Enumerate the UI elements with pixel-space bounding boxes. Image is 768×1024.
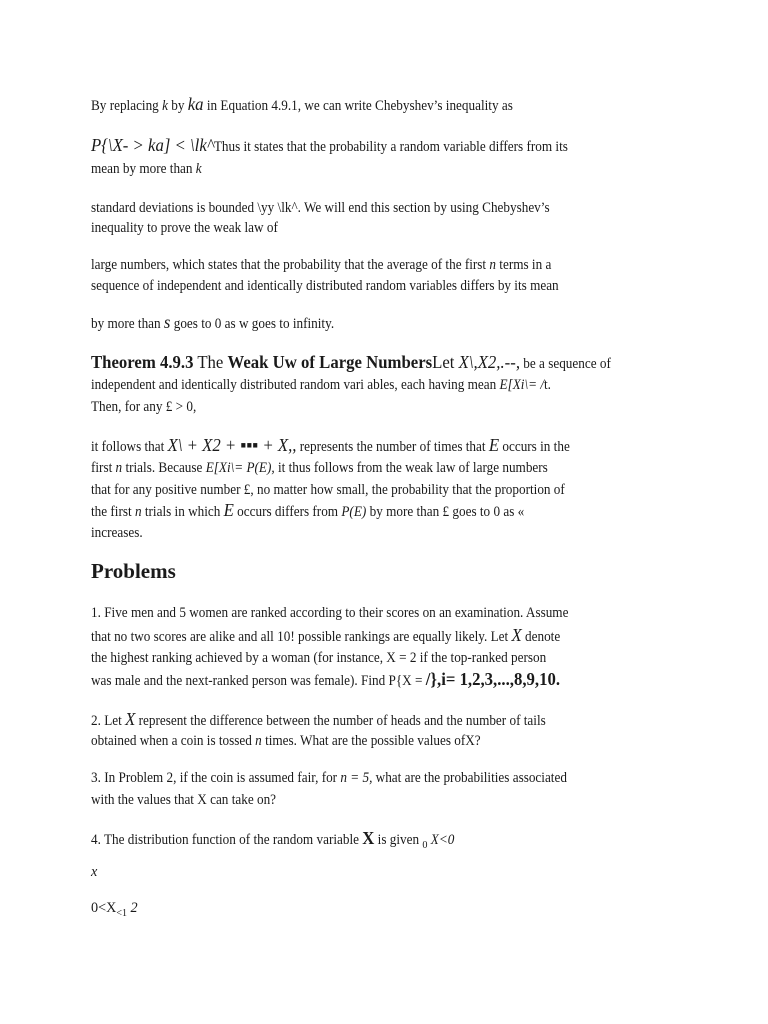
text-line: large numbers, which states that the probability that the average of the first n terms in a — [91, 257, 552, 273]
problem-line: 4. The distribution function of the random variable X is given $_0$ X<0 — [91, 828, 455, 851]
text-line: standard deviations is bounded \yy \lk^. We will end this section by using Chebyshev’s — [91, 200, 550, 216]
problem-line: obtained when a coin is tossed n times. What are the possible values ofX? — [91, 733, 481, 749]
text-line: Then, for any £ > 0, — [91, 399, 197, 415]
text-line: mean by more than k — [91, 161, 202, 177]
text-line: the first n trials in which E occurs differs from P(E) by more than £ goes to 0 as « — [91, 500, 525, 520]
formula-line: x — [91, 864, 98, 880]
text-line: by more than s goes to 0 as w goes to infinity. — [91, 312, 335, 332]
problem-line: 2. Let X represent the difference between the number of heads and the number of tails — [91, 709, 546, 729]
problem-line: 1. Five men and 5 women are ranked according to their scores on an examination. Assume — [91, 605, 569, 621]
theorem-name: Weak Uw of Large Numbers — [227, 352, 433, 372]
text-line: By replacing k by ka in Equation 4.9.1, we can write Chebyshev’s inequality as — [91, 94, 513, 114]
theorem-label: Theorem 4.9.3 — [91, 352, 194, 372]
text-line: first n trials. Because E[Xi\= P(E), it thus follows from the weak law of large numbers — [91, 460, 548, 476]
text-line: that for any positive number £, no matter how small, the probability that the proportion of — [91, 482, 565, 498]
theorem-line: Theorem 4.9.3 The Weak Uw of Large NumbersLet X\,X2,.--, be a sequence of — [91, 352, 611, 372]
formula-line: $0<X_{<1}$ 2 — [91, 900, 138, 919]
inequality-formula: P{\X- > ka] < \lk^ — [91, 135, 214, 155]
problem-line: was male and the next-ranked person was female). Find P{X = /},i= 1,2,3,...,8,9,10. — [91, 669, 561, 689]
text-line: P{\X- > ka] < \lk^Thus it states that the probability a random variable differs from its — [91, 135, 568, 155]
section-heading: Problems — [91, 559, 176, 583]
problem-line: with the values that X can take on? — [91, 792, 277, 808]
text-line: it follows that X\ + X2 + ▪▪▪ + X,, represents the number of times that E occurs in the — [91, 435, 570, 455]
text-line: independent and identically distributed random vari ables, each having mean E[Xi\= /t. — [91, 377, 551, 393]
text-line: increases. — [91, 525, 143, 541]
problem-line: the highest ranking achieved by a woman (for instance, X = 2 if the top-ranked person — [91, 650, 547, 666]
problem-line: that no two scores are alike and all 10! possible rankings are equally likely. Let X denote — [91, 625, 561, 645]
problem-line: 3. In Problem 2, if the coin is assumed fair, for n = 5, what are the probabilities associated — [91, 770, 567, 786]
text-line: sequence of independent and identically distributed random variables differs by its mean — [91, 278, 559, 294]
text-line: inequality to prove the weak law of — [91, 220, 278, 236]
